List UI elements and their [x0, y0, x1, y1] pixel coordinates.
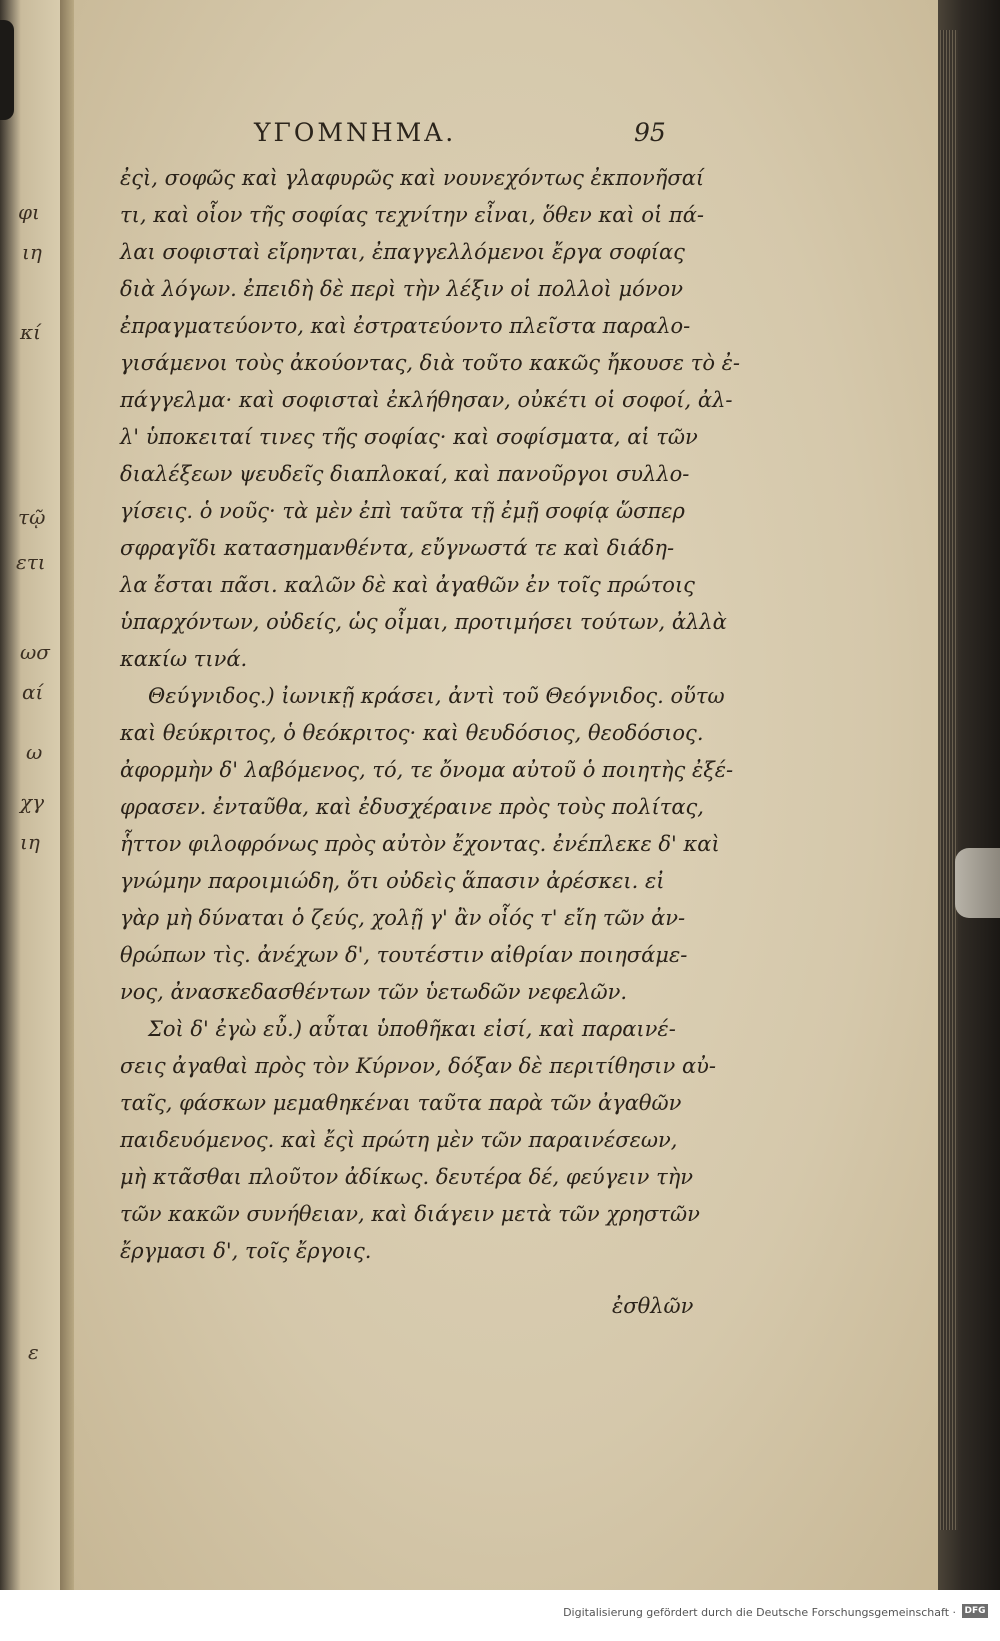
text-line: λ' ὑποκειταί τινες τῆς σοφίας· καὶ σοφίσματα, αἱ τῶν	[120, 425, 698, 449]
text-line: ἧττον φιλοφρόνως πρὸς αὐτὸν ἔχοντας. ἐνέπλεκε δ' καὶ	[120, 832, 720, 856]
margin-fragment: αί	[22, 680, 44, 704]
text-line: σφραγῖδι κατασημανθέντα, εὔγνωστά τε καὶ διάδη-	[120, 536, 675, 560]
text-line: μὴ κτᾶσθαι πλοῦτον ἀδίκως. δευτέρα δέ, φεύγειν τὴν	[120, 1165, 694, 1189]
margin-fragment: ε	[28, 1340, 39, 1364]
text-line: σεις ἀγαθαὶ πρὸς τὸν Κύρνον, δόξαν δὲ περιτίθησιν αὐ-	[120, 1054, 717, 1078]
text-line: διὰ λόγων. ἐπειδὴ δὲ περὶ τὴν λέξιν οἱ πολλοὶ μόνον	[120, 277, 683, 301]
text-line: θρώπων τὶς. ἀνέχων δ', τουτέστιν αἰθρίαν ποιησάμε-	[120, 943, 688, 967]
text-line: διαλέξεων ψευδεῖς διαπλοκαί, καὶ πανοῦργοι συλλο-	[120, 462, 690, 486]
text-line: καὶ θεύκριτος, ὁ θεόκριτος· καὶ θευδόσιος, θεοδόσιος.	[120, 721, 704, 745]
text-line: ἐπραγματεύοντο, καὶ ἐστρατεύοντο πλεῖστα παραλο-	[120, 314, 691, 338]
margin-fragment: τῷ	[18, 505, 46, 529]
text-line: ἀφορμὴν δ' λαβόμενος, τό, τε ὄνομα αὐτοῦ ὁ ποιητὴς ἐξέ-	[120, 758, 734, 782]
text-line: ἐςὶ, σοφῶς καὶ γλαφυρῶς καὶ νουνεχόντως ἐκπονῆσαί	[120, 166, 705, 190]
text-line: γίσεις. ὁ νοῦς· τὰ μὲν ἐπὶ ταῦτα τῇ ἐμῇ σοφίᾳ ὥσπερ	[120, 499, 685, 523]
text-line: Θεύγνιδος.) ἰωνικῇ κράσει, ἀντὶ τοῦ Θεόγνιδος. οὕτω	[148, 684, 725, 708]
text-line: πάγγελμα· καὶ σοφισταὶ ἐκλήθησαν, οὐκέτι οἱ σοφοί, ἀλ-	[120, 388, 733, 412]
text-line: γνώμην παροιμιώδη, ὅτι οὐδεὶς ἅπασιν ἀρέσκει. εἰ	[120, 869, 665, 893]
text-line: γὰρ μὴ δύναται ὁ ζεύς, χολῇ γ' ἂν οἷός τ' εἴη τῶν ἀν-	[120, 906, 686, 930]
margin-fragment: ιη	[22, 240, 42, 264]
book-gutter	[60, 0, 74, 1590]
text-line: τῶν κακῶν συνήθειαν, καὶ διάγειν μετὰ τῶν χρηστῶν	[120, 1202, 700, 1226]
digitization-footer	[0, 1590, 1000, 1641]
margin-fragment: χγ	[20, 790, 45, 814]
page-edge-lines	[940, 30, 958, 1530]
left-page-fragment	[0, 0, 60, 1590]
margin-fragment: ιη	[20, 830, 40, 854]
text-line: νος, ἀνασκεδασθέντων τῶν ὑετωδῶν νεφελῶν.	[120, 980, 628, 1004]
text-line: ταῖς, φάσκων μεμαθηκέναι ταῦτα παρὰ τῶν ἀγαθῶν	[120, 1091, 682, 1115]
margin-fragment: φι	[18, 200, 40, 224]
margin-fragment: ωσ	[20, 640, 50, 664]
left-page-binding-shadow	[0, 20, 14, 120]
text-line: ἔργμασι δ', τοῖς ἔργοις.	[120, 1239, 372, 1263]
text-line: παιδευόμενος. καὶ ἔςὶ πρώτη μὲν τῶν παραινέσεων,	[120, 1128, 678, 1152]
text-line: Σοὶ δ' ἐγὼ εὖ.) αὗται ὑποθῆκαι εἰσί, καὶ παραινέ-	[148, 1017, 676, 1041]
catchword: ἐσθλῶν	[612, 1294, 694, 1318]
text-line: κακίω τινά.	[120, 647, 248, 671]
margin-fragment: κί	[20, 320, 41, 344]
text-line: λα ἔσται πᾶσι. καλῶν δὲ καὶ ἀγαθῶν ἐν τοῖς πρώτοις	[120, 573, 695, 597]
text-line: φρασεν. ἐνταῦθα, καὶ ἐδυσχέραινε πρὸς τοὺς πολίτας,	[120, 795, 704, 819]
page-clip	[955, 848, 1000, 918]
text-line: ὑπαρχόντων, οὐδείς, ὡς οἶμαι, προτιμήσει τούτων, ἀλλὰ	[120, 610, 727, 634]
dfg-logo: DFG	[962, 1604, 988, 1618]
text-line: τι, καὶ οἷον τῆς σοφίας τεχνίτην εἶναι, ὅθεν καὶ οἱ πά-	[120, 203, 704, 227]
running-head: ΥΓΟΜΝΗΜΑ.	[254, 118, 457, 147]
page-number: 95	[634, 118, 666, 147]
funding-credit: Digitalisierung gefördert durch die Deutsche Forschungsgemeinschaft ·	[563, 1606, 956, 1619]
margin-fragment: ω	[26, 740, 43, 764]
margin-fragment: ετι	[16, 550, 46, 574]
text-line: λαι σοφισταὶ εἴρηνται, ἐπαγγελλόμενοι ἔργα σοφίας	[120, 240, 685, 264]
page-body-text	[120, 160, 741, 1270]
text-line: γισάμενοι τοὺς ἀκούοντας, διὰ τοῦτο κακῶς ἤκουσε τὸ ἐ-	[120, 351, 741, 375]
page-header	[74, 118, 938, 154]
